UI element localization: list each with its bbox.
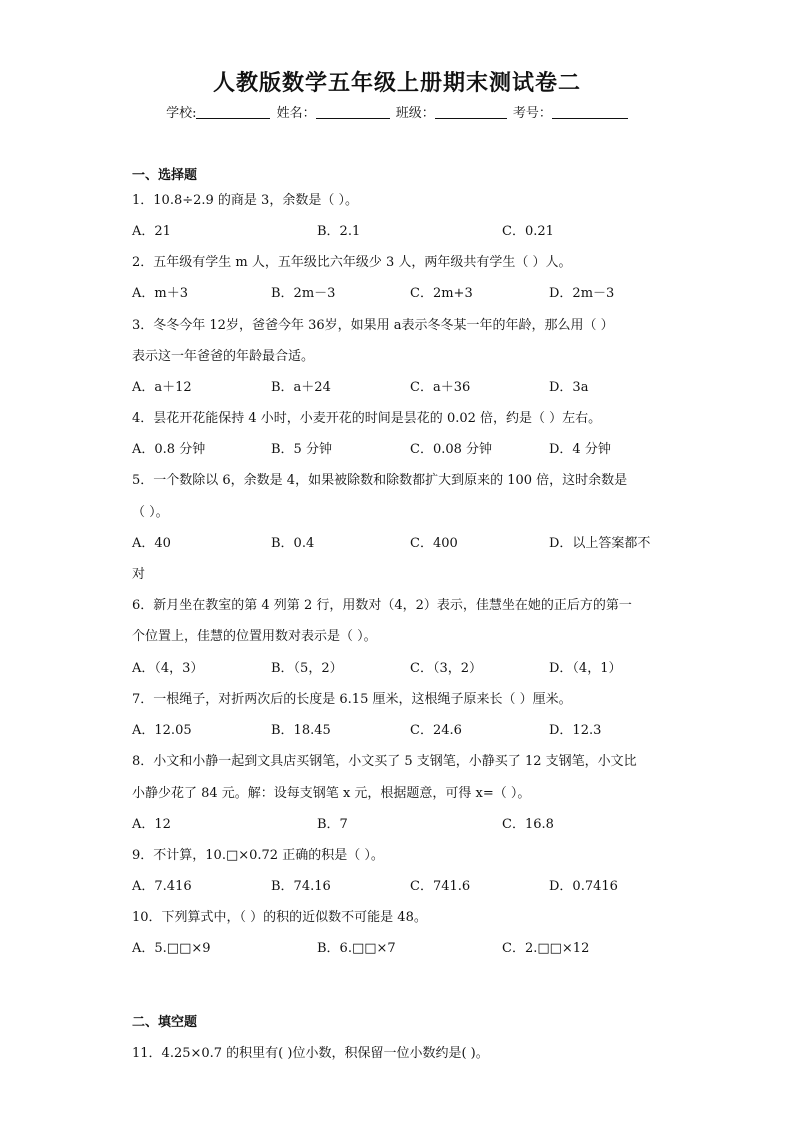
q3-option-d: D．3a (549, 380, 589, 395)
question-3-line-2: 表示这一年爸爸的年龄最合适。 (132, 349, 315, 364)
question-5: 5．一个数除以 6，余数是 4，如果被除数和除数都扩大到原来的 100 倍，这时余数是 (132, 473, 628, 488)
question-6: 6．新月坐在教室的第 4 列第 2 行，用数对（4，2）表示，佳慧坐在她的正后方的第一 (132, 598, 632, 613)
q8-option-b: B．7 (317, 817, 348, 832)
q5-option-b: B．0.4 (271, 536, 315, 551)
q1-option-a: A．21 (132, 224, 171, 239)
q2-option-c: C．2m+3 (410, 286, 473, 301)
q1-option-c: C．0.21 (502, 224, 554, 239)
q4-option-d: D．4 分钟 (549, 442, 611, 457)
section-heading-choice: 一、选择题 (132, 168, 198, 183)
question-4: 4．昙花开花能保持 4 小时，小麦开花的时间是昙花的 0.02 倍，约是（ ）左右。 (132, 411, 602, 426)
q5-option-a: A．40 (132, 536, 171, 551)
q7-option-a: A．12.05 (132, 723, 192, 738)
q6-option-c: C．（3，2） (410, 661, 482, 676)
name-blank[interactable] (316, 104, 390, 119)
q7-option-d: D．12.3 (549, 723, 602, 738)
question-8-line-2: 小静少花了 84 元。解：设每支钢笔 x 元，根据题意，可得 x=（ ）。 (132, 786, 531, 801)
q5-option-d: D．以上答案都不 (549, 536, 651, 551)
class-blank[interactable] (435, 104, 507, 119)
question-6-line-2: 个位置上，佳慧的位置用数对表示是（ ）。 (132, 629, 377, 644)
section-heading-fill: 二、填空题 (132, 1015, 198, 1030)
question-10: 10．下列算式中，（ ）的积的近似数不可能是 48。 (132, 910, 427, 925)
q6-option-b: B．（5，2） (271, 661, 343, 676)
q9-option-a: A．7.416 (132, 879, 192, 894)
q6-option-d: D．（4，1） (549, 661, 622, 676)
q4-option-b: B．5 分钟 (271, 442, 332, 457)
question-8: 8．小文和小静一起到文具店买钢笔，小文买了 5 支钢笔，小静买了 12 支钢笔，小文比 (132, 754, 637, 769)
q1-option-b: B．2.1 (317, 224, 361, 239)
q6-option-a: A．（4，3） (132, 661, 204, 676)
q8-option-a: A．12 (132, 817, 171, 832)
question-11: 11．4.25×0.7 的积里有( )位小数，积保留一位小数约是( )。 (132, 1046, 489, 1061)
page-title: 人教版数学五年级上册期末测试卷二 (212, 70, 581, 96)
question-1: 1．10.8÷2.9 的商是 3，余数是（ ）。 (132, 193, 358, 208)
q2-option-a: A．m＋3 (132, 286, 188, 301)
q4-option-a: A．0.8 分钟 (132, 442, 206, 457)
name-label: 姓名： (276, 106, 316, 121)
q2-option-b: B．2m－3 (271, 286, 336, 301)
q10-option-b: B．6.□□×7 (317, 941, 396, 956)
question-7: 7．一根绳子，对折两次后的长度是 6.15 厘米，这根绳子原来长（ ）厘米。 (132, 692, 572, 707)
q3-option-a: A．a＋12 (132, 380, 192, 395)
q3-option-c: C．a＋36 (410, 380, 471, 395)
question-2: 2．五年级有学生 m 人，五年级比六年级少 3 人，两年级共有学生（ ）人。 (132, 255, 572, 270)
question-9: 9．不计算，10.□×0.72 正确的积是（ ）。 (132, 848, 384, 863)
q10-option-c: C．2.□□×12 (502, 941, 590, 956)
q3-option-b: B．a＋24 (271, 380, 331, 395)
q7-option-c: C．24.6 (410, 723, 462, 738)
q2-option-d: D．2m－3 (549, 286, 615, 301)
q5-option-c: C．400 (410, 536, 458, 551)
q10-option-a: A．5.□□×9 (132, 941, 211, 956)
q8-option-c: C．16.8 (502, 817, 554, 832)
school-blank[interactable] (196, 104, 270, 119)
q7-option-b: B．18.45 (271, 723, 331, 738)
q5-option-d-wrap: 对 (132, 567, 146, 582)
number-blank[interactable] (552, 104, 628, 119)
school-label: 学校: (166, 106, 197, 121)
q4-option-c: C．0.08 分钟 (410, 442, 493, 457)
question-5-line-2: （ ）。 (132, 505, 169, 520)
q9-option-b: B．74.16 (271, 879, 331, 894)
number-label: 考号： (512, 106, 552, 121)
student-info-row (0, 102, 794, 121)
q9-option-d: D．0.7416 (549, 879, 618, 894)
q9-option-c: C．741.6 (410, 879, 471, 894)
class-label: 班级： (395, 106, 435, 121)
question-3: 3．冬冬今年 12岁，爸爸今年 36岁，如果用 a表示冬冬某一年的年龄，那么用（ ） (132, 318, 614, 333)
